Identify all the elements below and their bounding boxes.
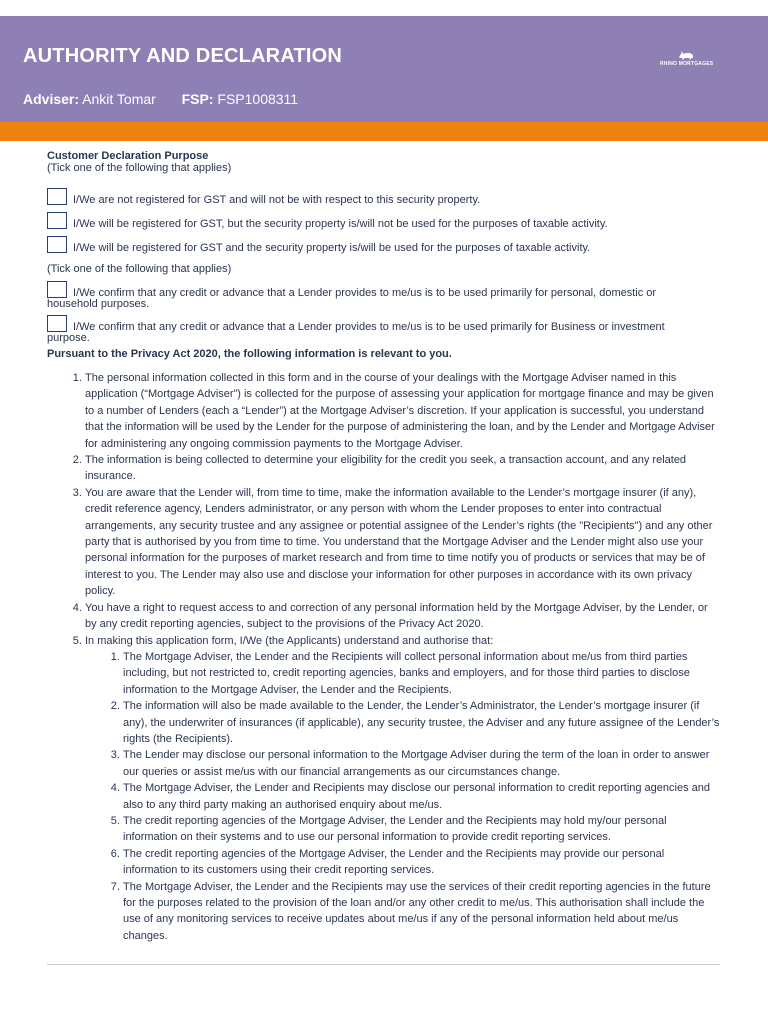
checkbox[interactable] xyxy=(47,236,67,253)
list-item: 4. You have a right to request access to and correction of any personal information held by the Mortgage Adviser, by the Lender, or by any credit reporting agencies, subject to the provisions of the Privacy Act 2020. xyxy=(85,600,721,633)
list-item xyxy=(85,633,721,945)
sub-list-item: 2. The information will also be made available to the Lender, the Lender’s Administrator, the Lender’s mortgage insurer (if any), the underwriter of insurances (if applicable), any security trustee, the Adviser and any future assignee of the Lender’s rights (the Recipients). xyxy=(123,698,721,747)
list-item: 2. The information is being collected to determine your eligibility for the credit you seek, a transaction account, and any related insurance. xyxy=(85,452,721,485)
checkbox[interactable] xyxy=(47,188,67,205)
option-label: I/We will be registered for GST and the security property is/will be used for the purposes of taxable activity. xyxy=(73,242,591,254)
fsp-value: FSP1008311 xyxy=(217,91,299,107)
privacy-list xyxy=(47,370,721,944)
rhino-icon xyxy=(678,50,694,60)
privacy-heading: Pursuant to the Privacy Act 2020, the following information is relevant to you. xyxy=(47,348,452,360)
option-label-line1: I/We confirm that any credit or advance that a Lender provides to me/us is to be used primarily for Business or investment xyxy=(73,321,665,333)
header-banner xyxy=(0,16,768,122)
adviser-info xyxy=(23,91,298,107)
sub-list-item: 4. The Mortgage Adviser, the Lender and Recipients may disclose our personal information to credit reporting agencies and also to any third party making an authorised enquiry about me/us. xyxy=(123,780,721,813)
sub-list-item: 3. The Lender may disclose our personal information to the Mortgage Adviser during the term of the loan in order to answer our queries or assist me/us with our financial arrangements as our circumstances change. xyxy=(123,747,721,780)
gst-option-2 xyxy=(47,212,721,236)
sub-list-item: 7. The Mortgage Adviser, the Lender and the Recipients may use the services of their credit reporting agencies in the future for the purposes related to the provision of the loan and/or any other credit to me/us. This authorisation shall include the use of any monitoring services to receive updates about me/us if any of the personal information held about me/us changes. xyxy=(123,879,721,945)
rhino-logo xyxy=(660,50,712,70)
top-strip xyxy=(0,0,768,16)
list-item: 1. The personal information collected in this form and in the course of your dealings with the Mortgage Adviser named in this application (“Mortgage Adviser”) is collected for the purpose of assessing your application for mortgage finance and may be given to a number of Lenders (each a “Lender”) at the Mortgage Adviser’s discretion. If your application is successful, you understand that the information will be used by the Lender for the purpose of administering the loan, and by the Lender and Mortgage Adviser for administering any ongoing commission payments to the Mortgage Adviser. xyxy=(85,370,721,452)
sub-list-item: 1. The Mortgage Adviser, the Lender and the Recipients will collect personal information about me/us from third parties including, but not restricted to, credit reporting agencies, banks and employers, and for those third parties to disclose information to the Mortgage Adviser, the Lender and the Recipients. xyxy=(123,649,721,698)
sub-list-item: 5. The credit reporting agencies of the Mortgage Adviser, the Lender and the Recipients may hold my/our personal information on their systems and to use our personal information to provide credit reporting services. xyxy=(123,813,721,846)
logo-text: RHINO MORTGAGES xyxy=(660,61,714,67)
gst-option-1 xyxy=(47,188,721,212)
list-item-text: In making this application form, I/We (the Applicants) understand and authorise that: xyxy=(85,634,494,647)
tick-instruction: (Tick one of the following that applies) xyxy=(47,162,232,174)
option-label: I/We are not registered for GST and will not be with respect to this security property. xyxy=(73,194,481,206)
sub-list-item: 6. The credit reporting agencies of the Mortgage Adviser, the Lender and the Recipients may provide our personal information to its customers using their credit reporting services. xyxy=(123,846,721,879)
declaration-title: Customer Declaration Purpose xyxy=(47,150,209,162)
purpose-option-1 xyxy=(47,281,721,315)
gst-option-3 xyxy=(47,236,721,260)
checkbox[interactable] xyxy=(47,281,67,298)
divider xyxy=(47,964,720,965)
option-label-line1: I/We confirm that any credit or advance that a Lender provides to me/us is to be used primarily for personal, domestic or xyxy=(73,287,657,299)
form-content xyxy=(47,151,721,944)
purpose-option-2 xyxy=(47,315,721,348)
page-title: AUTHORITY AND DECLARATION xyxy=(23,45,343,67)
checkbox[interactable] xyxy=(47,212,67,229)
tick-instruction-2: (Tick one of the following that applies) xyxy=(47,263,232,275)
option-label: I/We will be registered for GST, but the security property is/will not be used for the purposes of taxable activity. xyxy=(73,218,608,230)
option-label-line2: purpose. xyxy=(47,332,90,344)
accent-bar xyxy=(0,122,768,141)
adviser-name: Ankit Tomar xyxy=(82,91,156,107)
option-label-line2: household purposes. xyxy=(47,298,150,310)
fsp-label: FSP: xyxy=(181,91,214,107)
checkbox[interactable] xyxy=(47,315,67,332)
adviser-label: Adviser: xyxy=(23,91,80,107)
authorisation-list xyxy=(85,649,721,944)
list-item: 3. You are aware that the Lender will, from time to time, make the information available to the Lender’s mortgage insurer (if any), credit reference agency, Lenders administrator, or any person with whom the Lender proposes to enter into contractual arrangements, any security trustee and any assignee or potential assignee of the Lender’s rights (the "Recipients") and any other party that is authorised by you from time to time. You understand that the Mortgage Adviser and the Lender might also use your personal information for the purposes of market research and from time to time notify you of products or services that may be of interest to you. The Lender may also use and disclose your information for other purposes in accordance with its own privacy policy. xyxy=(85,485,721,600)
